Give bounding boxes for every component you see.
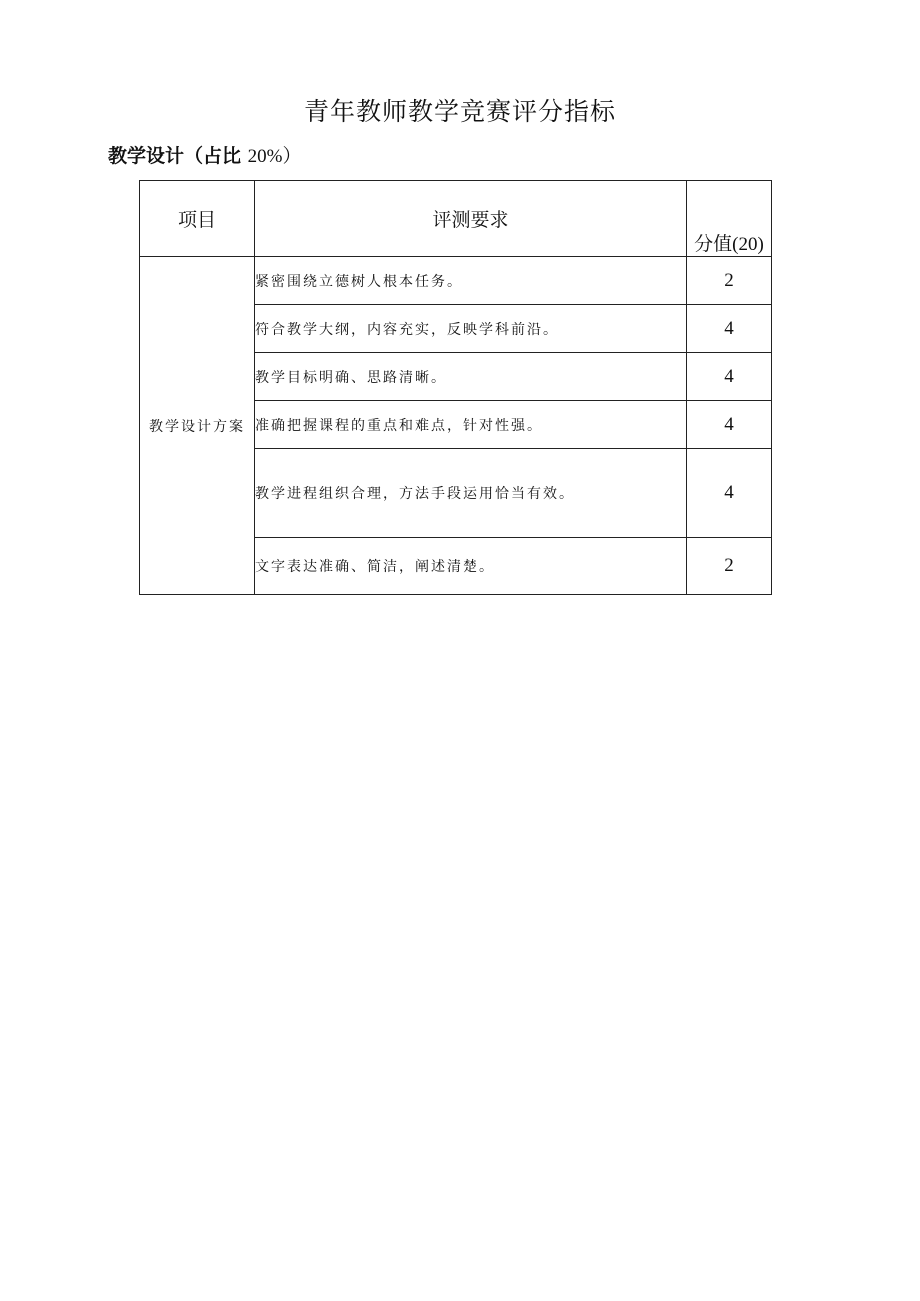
scoring-table xyxy=(139,180,772,595)
header-score-total: (20) xyxy=(732,234,764,255)
table-row xyxy=(140,257,772,305)
requirement-cell: 文字表达准确、简洁，阐述清楚。 xyxy=(255,538,687,595)
table-header-row xyxy=(140,181,772,257)
score-cell: 4 xyxy=(687,353,772,401)
requirement-cell: 准确把握课程的重点和难点，针对性强。 xyxy=(255,401,687,449)
header-item: 项目 xyxy=(140,181,255,257)
score-cell: 4 xyxy=(687,305,772,353)
score-cell: 2 xyxy=(687,257,772,305)
score-cell: 4 xyxy=(687,401,772,449)
section-heading-label: 教学设计（占比 xyxy=(108,145,242,167)
document-title: 青年教师教学竞赛评分指标 xyxy=(303,97,616,126)
requirement-cell: 教学目标明确、思路清晰。 xyxy=(255,353,687,401)
requirement-cell: 教学进程组织合理，方法手段运用恰当有效。 xyxy=(255,449,687,538)
header-score-label: 分值 xyxy=(694,233,733,255)
requirement-cell: 符合教学大纲，内容充实，反映学科前沿。 xyxy=(255,305,687,353)
score-cell: 4 xyxy=(687,449,772,538)
requirement-cell: 紧密围绕立德树人根本任务。 xyxy=(255,257,687,305)
section-heading xyxy=(108,142,301,171)
section-heading-ratio: 20%） xyxy=(247,146,302,167)
header-requirement: 评测要求 xyxy=(255,181,687,257)
score-cell: 2 xyxy=(687,538,772,595)
header-score xyxy=(687,181,772,257)
category-cell: 教学设计方案 xyxy=(140,257,255,595)
